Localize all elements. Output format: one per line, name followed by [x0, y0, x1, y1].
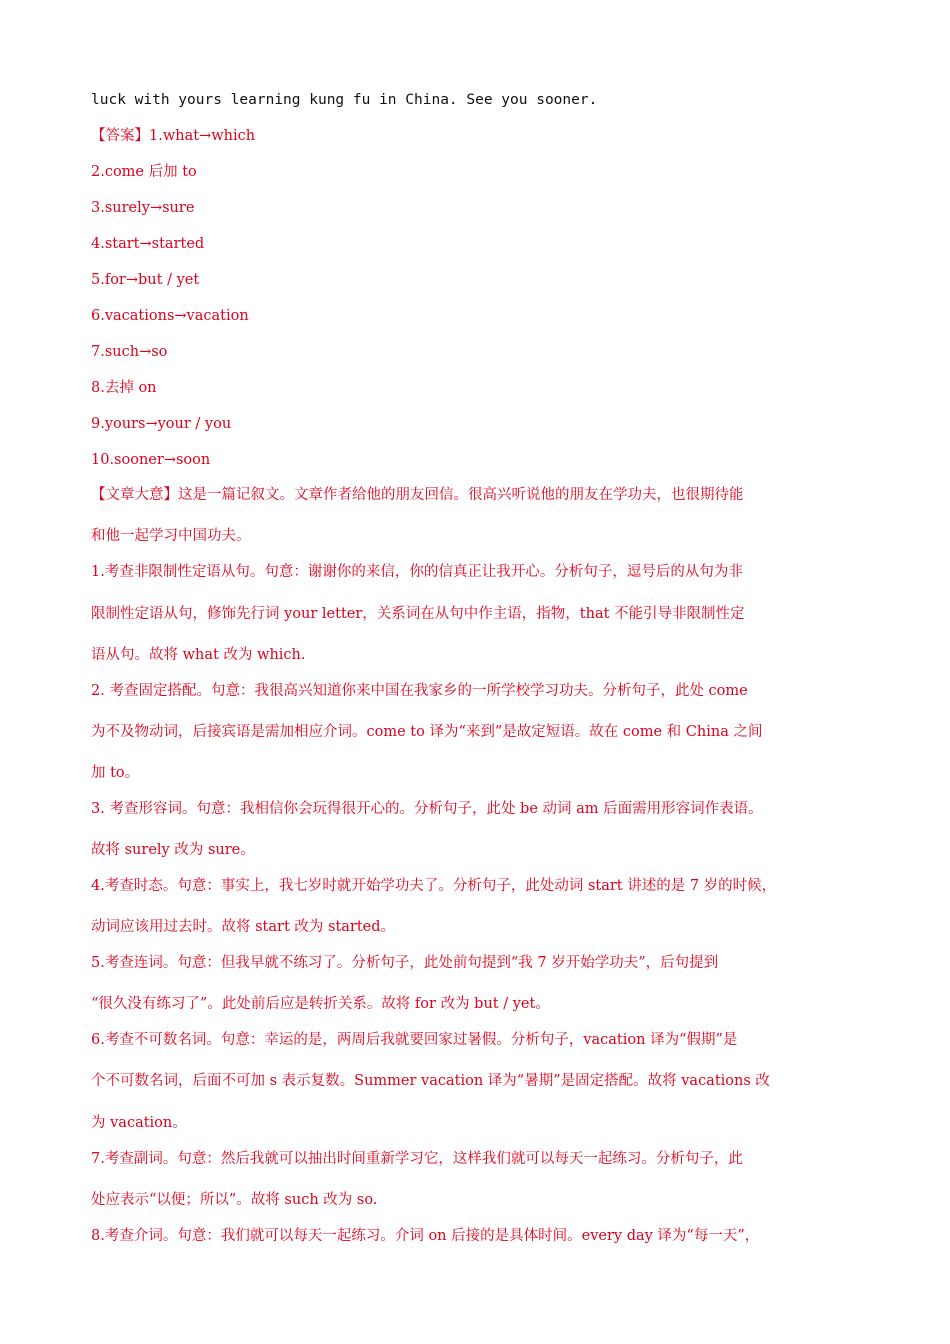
answer-item: 8.去掉 on	[91, 380, 157, 396]
explanation-line: 8.考查介词。句意：我们就可以每天一起练习。介词 on 后接的是具体时间。every day 译为“每一天”，	[91, 1228, 760, 1244]
answer-item: 7.such→so	[91, 344, 168, 360]
answer-item: 9.yours→your / you	[91, 416, 232, 432]
explanation-line: 处应表示“以便；所以”。故将 such 改为 so.	[91, 1192, 378, 1208]
explanation-line: 7.考查副词。句意：然后我就可以抽出时间重新学习它，这样我们就可以每天一起练习。分析句子，此	[91, 1151, 743, 1167]
explanation-line: “很久没有练习了”。此处前后应是转折关系。故将 for 改为 but / yet。	[91, 996, 550, 1012]
summary-line: 【文章大意】这是一篇记叙文。文章作者给他的朋友回信。很高兴听说他的朋友在学功夫，也很期待能	[91, 487, 744, 503]
explanation-line: 动词应该用过去时。故将 start 改为 started。	[91, 919, 396, 935]
explanation-line: 限制性定语从句，修饰先行词 your letter，关系词在从句中作主语，指物，that 不能引导非限制性定	[91, 606, 745, 622]
explanation-line: 个不可数名词，后面不可加 s 表示复数。Summer vacation 译为“暑期”是固定搭配。故将 vacations 改	[91, 1073, 770, 1089]
explanation-line: 4.考查时态。句意：事实上，我七岁时就开始学功夫了。分析句子，此处动词 start 讲述的是 7 岁的时候，	[91, 878, 777, 894]
explanation-line: 为不及物动词，后接宾语是需加相应介词。come to 译为“来到”是故定短语。故在 come 和 China 之间	[91, 724, 763, 740]
explanation-line: 加 to。	[91, 765, 140, 781]
explanation-line: 5.考查连词。句意：但我早就不练习了。分析句子，此处前句提到“我 7 岁开始学功夫”，后句提到	[91, 955, 719, 971]
explanation-line: 为 vacation。	[91, 1115, 187, 1131]
answer-item: 6.vacations→vacation	[91, 308, 249, 324]
explanation-line: 3. 考查形容词。句意：我相信你会玩得很开心的。分析句子，此处 be 动词 am 后面需用形容词作表语。	[91, 801, 763, 817]
explanation-line: 语从句。故将 what 改为 which.	[91, 647, 306, 663]
explanation-line: 故将 surely 改为 sure。	[91, 842, 255, 858]
explanation-line: 6.考查不可数名词。句意：幸运的是，两周后我就要回家过暑假。分析句子，vacation 译为“假期”是	[91, 1032, 738, 1048]
answer-item: 2.come 后加 to	[91, 164, 197, 180]
answer-item: 10.sooner→soon	[91, 452, 211, 468]
answer-item: 5.for→but / yet	[91, 272, 200, 288]
explanation-line: 2. 考查固定搭配。句意：我很高兴知道你来中国在我家乡的一所学校学习功夫。分析句子，此处 come	[91, 683, 748, 699]
answer-header: 【答案】1.what→which	[91, 128, 256, 144]
explanation-line: 1.考查非限制性定语从句。句意：谢谢你的来信，你的信真正让我开心。分析句子，逗号后的从句为非	[91, 564, 743, 580]
answer-item: 3.surely→sure	[91, 200, 195, 216]
answer-item: 4.start→started	[91, 236, 205, 252]
intro-line: luck with yours learning kung fu in China. See you sooner.	[91, 92, 598, 108]
summary-line: 和他一起学习中国功夫。	[91, 528, 251, 544]
